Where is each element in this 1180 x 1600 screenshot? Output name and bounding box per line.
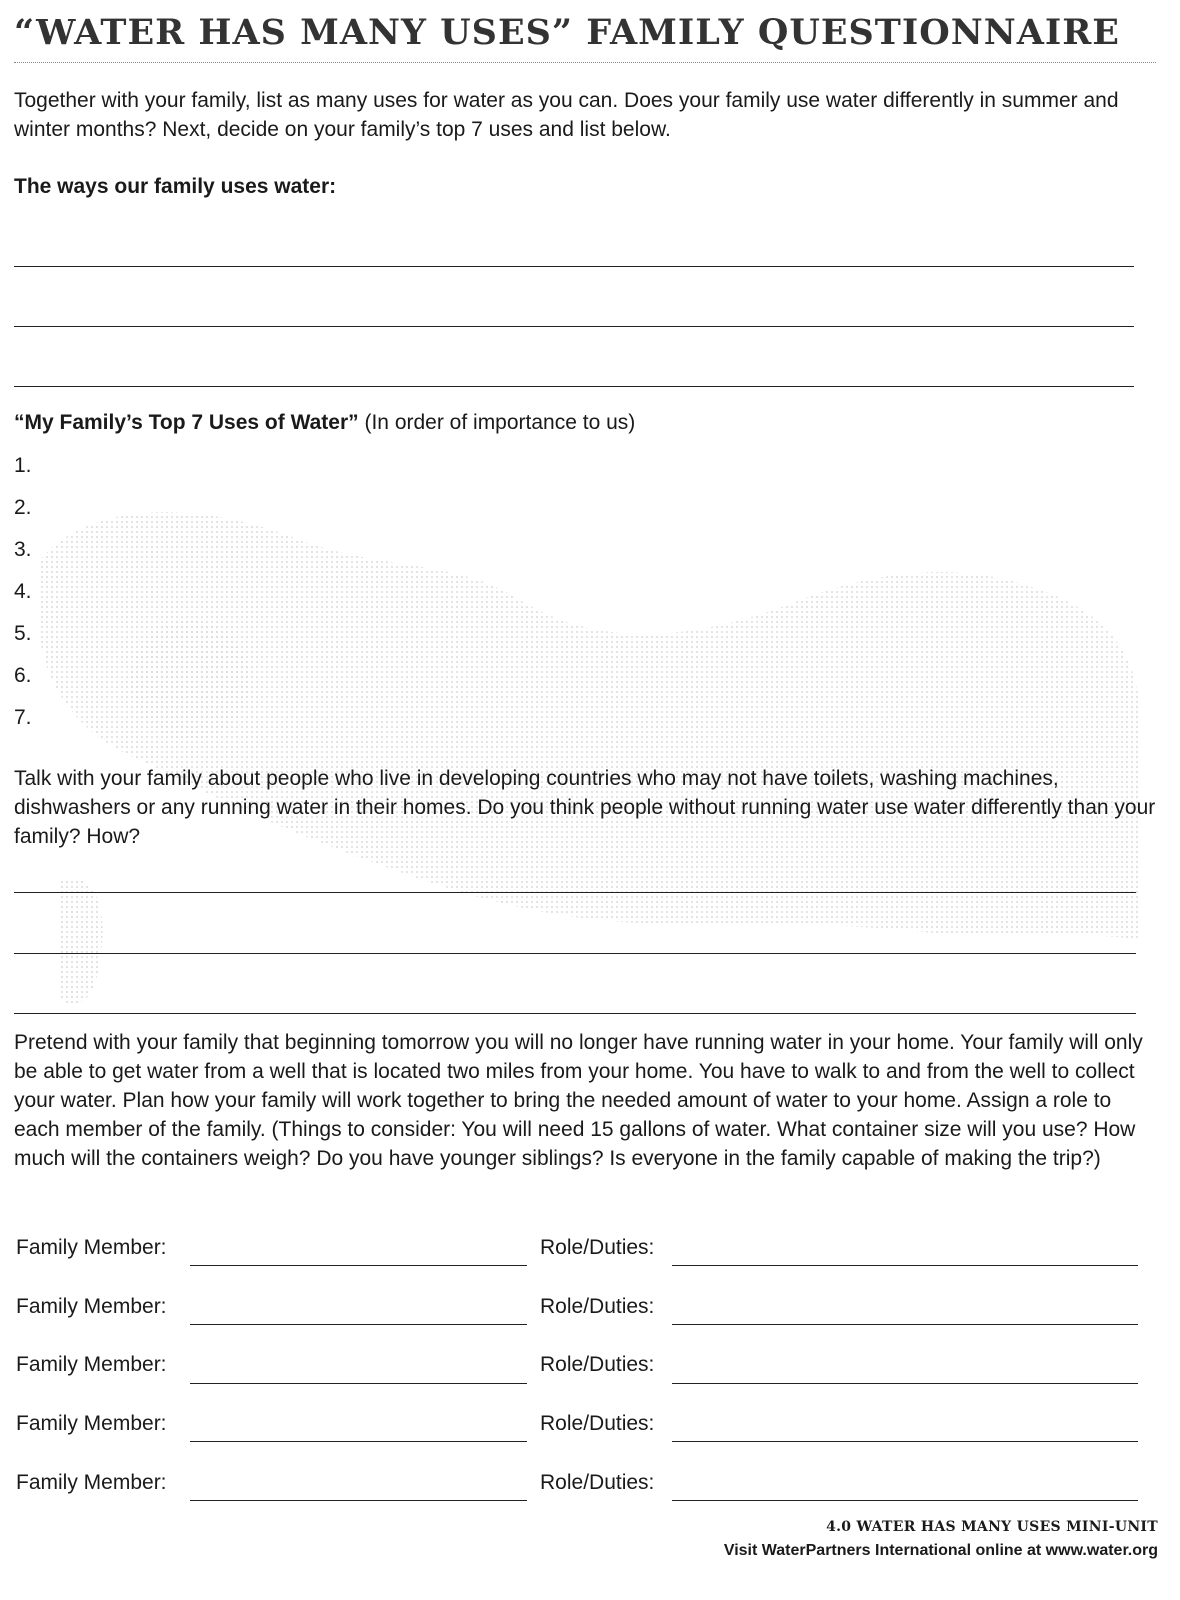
role-duties-label: Role/Duties:: [540, 1236, 655, 1259]
top7-number-1: 1.: [14, 454, 32, 477]
role-duties-field-2[interactable]: [672, 1324, 1138, 1325]
family-member-field-4[interactable]: [190, 1441, 527, 1442]
top7-number-3: 3.: [14, 538, 32, 561]
family-member-label: Family Member:: [16, 1353, 167, 1376]
top7-title: “My Family’s Top 7 Uses of Water”: [14, 411, 359, 434]
family-member-field-1[interactable]: [190, 1265, 527, 1266]
title-divider: [14, 62, 1156, 63]
top7-number-5: 5.: [14, 622, 32, 645]
answer-line-developing-3[interactable]: [14, 1013, 1136, 1014]
role-duties-label: Role/Duties:: [540, 1353, 655, 1376]
top7-subtitle: (In order of importance to us): [358, 411, 636, 434]
role-duties-label: Role/Duties:: [540, 1412, 655, 1435]
footer-unit-title: 4.0 WATER HAS MANY USES MINI-UNIT: [826, 1519, 1158, 1535]
answer-line-ways-3[interactable]: [14, 386, 1134, 387]
role-duties-label: Role/Duties:: [540, 1295, 655, 1318]
role-duties-field-3[interactable]: [672, 1383, 1138, 1384]
family-member-field-3[interactable]: [190, 1383, 527, 1384]
intro-text: Together with your family, list as many uses for water as you can. Does your family use water differently in summer and winter months? Next, decide on your family’s top 7 uses and list below.: [14, 89, 1119, 141]
pretend-paragraph: Pretend with your family that beginning tomorrow you will no longer have running water in your home. Your family will only be able to get water from a well that is located two miles from your home. You have to walk to and from the well to collect your water. Plan how your family will work together to bring the needed amount of water to your home. Assign a role to each member of the family. (Things to consider: You will need 15 gallons of water. What container size will you use? How much will the containers weigh? Do you have younger siblings? Is everyone in the family capable of making the trip?): [14, 1031, 1143, 1170]
ways-heading: The ways our family uses water:: [14, 175, 337, 198]
answer-line-developing-1[interactable]: [14, 892, 1136, 893]
page-title: “WATER HAS MANY USES” FAMILY QUESTIONNAIRE: [14, 12, 1120, 53]
family-member-label: Family Member:: [16, 1471, 167, 1494]
top7-number-7: 7.: [14, 706, 32, 729]
top7-heading: [14, 411, 635, 435]
family-member-label: Family Member:: [16, 1295, 167, 1318]
role-duties-field-5[interactable]: [672, 1500, 1138, 1501]
answer-line-ways-2[interactable]: [14, 326, 1134, 327]
role-duties-field-4[interactable]: [672, 1441, 1138, 1442]
family-member-field-5[interactable]: [190, 1500, 527, 1501]
top7-number-2: 2.: [14, 496, 32, 519]
answer-line-developing-2[interactable]: [14, 953, 1136, 954]
footer-website-link[interactable]: Visit WaterPartners International online at www.water.org: [723, 1542, 1158, 1559]
top7-number-4: 4.: [14, 580, 32, 603]
family-member-label: Family Member:: [16, 1236, 167, 1259]
answer-line-ways-1[interactable]: [14, 266, 1134, 267]
role-duties-field-1[interactable]: [672, 1265, 1138, 1266]
top7-number-6: 6.: [14, 664, 32, 687]
role-duties-label: Role/Duties:: [540, 1471, 655, 1494]
family-member-label: Family Member:: [16, 1412, 167, 1435]
developing-countries-question: Talk with your family about people who live in developing countries who may not have toilets, washing machines, dishwashers or any running water in their homes. Do you think people without running water use water differently than your family? How?: [14, 767, 1156, 848]
family-member-field-2[interactable]: [190, 1324, 527, 1325]
